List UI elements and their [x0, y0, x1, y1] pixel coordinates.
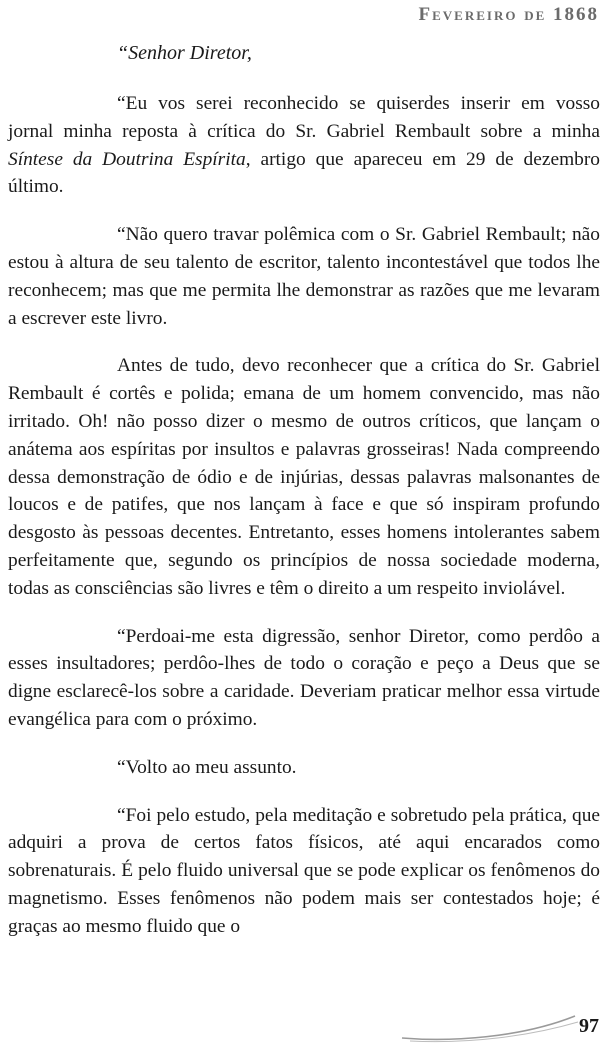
paragraph-5: “Volto ao meu assunto. — [117, 756, 297, 778]
paragraph-4: “Perdoai-me esta digressão, senhor Diretor, como perdôo a esses insultadores; perdôo-lhes de todo o coração e peço a Deus que se digne esclarecê-los sobre a caridade. Deveriam praticar melhor essa virtude evangélica para com o próximo. — [8, 625, 600, 730]
paragraph-1-text-start: “Eu vos serei reconhecido se quiserdes inserir em vosso jornal minha reposta à crítica do Sr. Gabriel Rembault sobre a minha — [8, 93, 600, 142]
letter-salutation: “Senhor Diretor, — [117, 42, 252, 64]
paragraph-2: “Não quero travar polêmica com o Sr. Gabriel Rembault; não estou à altura de seu talento de escritor, talento incontestável que todos lhe reconhecem; mas que me permita lhe demonstrar as razões que me levaram a escrever este livro. — [8, 224, 600, 329]
letter-body — [8, 90, 600, 961]
paragraph-6: “Foi pelo estudo, pela meditação e sobretudo pela prática, que adquiri a prova de certos fatos físicos, até aqui encarados como sobrenaturais. É pelo fluido universal que se pode explicar os fenômenos do magnetismo. Esses fenômenos não podem mais ser contestados hoje; é graças ao mesmo fluido que o — [8, 804, 600, 937]
running-header: Fevereiro de 1868 — [418, 4, 599, 25]
footer-swoosh-ornament — [400, 1008, 580, 1048]
paragraph-1 — [8, 90, 600, 201]
paragraph-1-text-end: , artigo que apareceu em 29 de dezembro último. — [8, 148, 600, 198]
page-number: 97 — [579, 1015, 599, 1037]
paragraph-3: Antes de tudo, devo reconhecer que a crítica do Sr. Gabriel Rembault é cortês e polida; emana de um homem convencido, mas não irritado. Oh! não posso dizer o mesmo de outros críticos, que lançam o anátema aos espíritas por insultos e palavras grosseiras! Nada compreendo dessa demonstração de ódio e de injúrias, dessas palavras malsonantes de loucos e de patifes, que nos lançam à face e que só inspiram profundo desgosto às pessoas decentes. Entretanto, esses homens intolerantes sabem perfeitamente que, segundo os princípios de nossa sociedade moderna, todas as consciências são livres e têm o direito a um respeito inviolável. — [8, 355, 600, 599]
book-title-italic: Síntese da Doutrina Espírita — [8, 148, 246, 170]
